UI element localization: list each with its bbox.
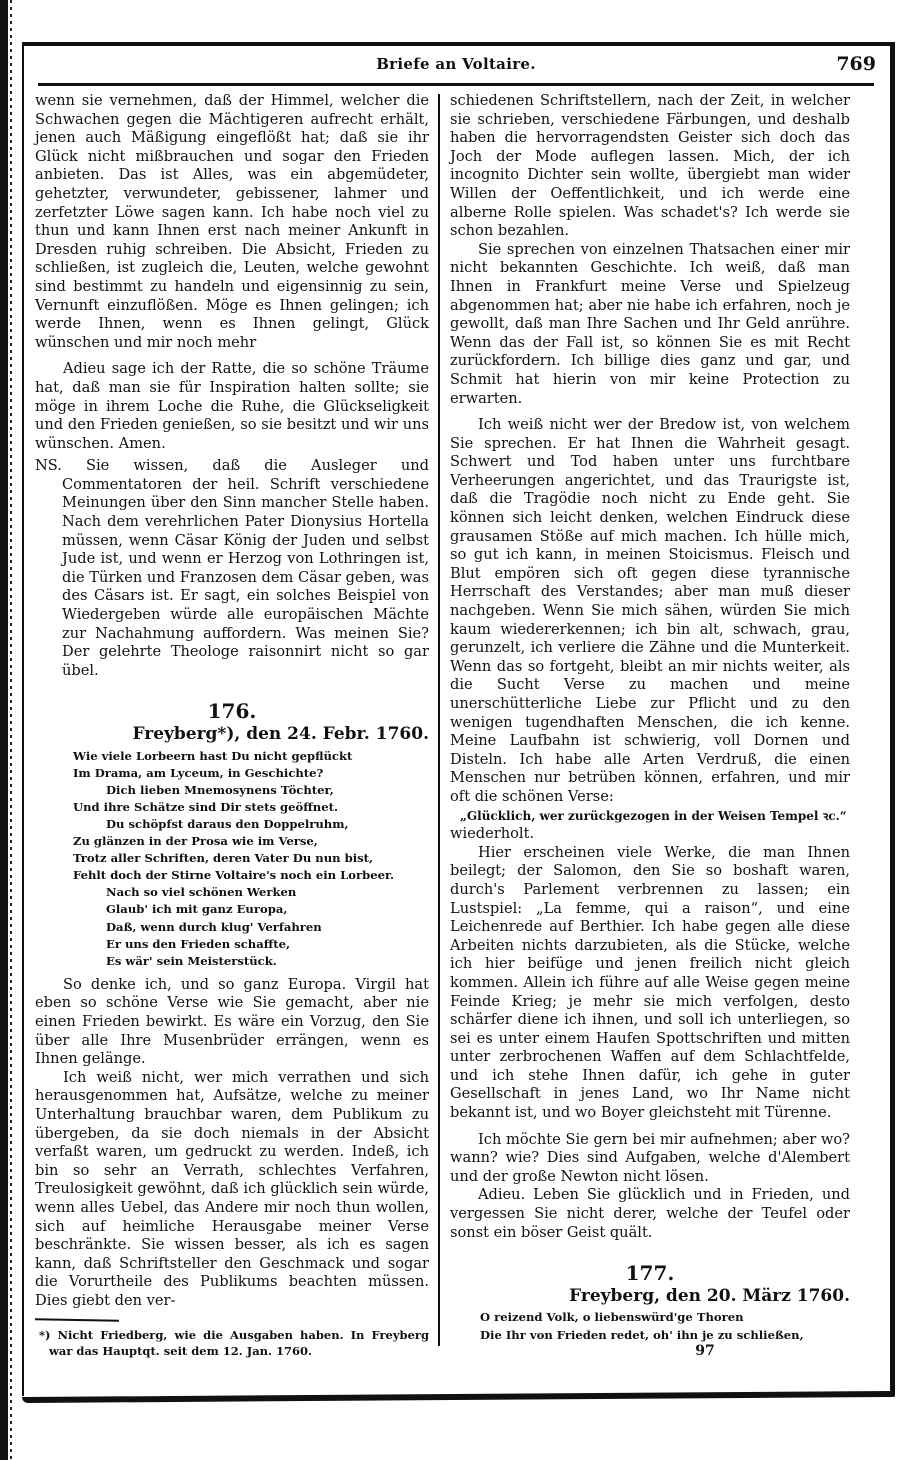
letter-number: 176. — [207, 699, 257, 724]
letter-dateline: Freyberg*), den 24. Febr. 1760. — [132, 724, 429, 744]
footnote-rule — [35, 1318, 119, 1321]
poem-line: Er uns den Frieden schaffte, — [106, 936, 291, 951]
paragraph: Ich weiß nicht, wer mich verrathen und sich herausgenommen hat, Aufsätze, welche zu meiner Unterhaltung brauchbar waren, dem Publikum zu übergeben, da sie doch niemals in der Absicht verfaßt waren, um gedruckt zu werden. Indeß, ich bin so sehr an Verrath, schlechtes Verfahren, Treulosigkeit gewöhnt, daß ich glücklich sein würde, wenn alles Uebel, das Andere mir noch thun wollen, sich auf heimliche Herausgabe meiner Verse beschränkte. Sie wissen besser, als ich es sagen kann, daß Schriftsteller den Geschmack und sogar die Vorurtheile des Publikums beachten müssen. Dies giebt den ver- — [35, 1068, 429, 1309]
letter-number: 177. — [625, 1261, 675, 1286]
poem-line: Fehlt doch der Stirne Voltaire's noch ein Lorbeer. — [73, 868, 395, 883]
paragraph: wenn sie vernehmen, daß der Himmel, welcher die Schwachen gegen die Mächtigeren aufrecht erhält, jenen auch Mäßigung eingeflößt hat; daß sie ihr Glück nicht mißbrauchen und sogar den Frieden anbieten. Das ist Alles, was ein abgemüdeter, gehetzter, verwundeter, gebissener, lahmer und zerfetzter Löwe sagen kann. Ich habe noch viel zu thun und kann Ihnen erst nach meiner Ankunft in Dresden ruhig schreiben. Die Absicht, Frieden zu schließen, ist zugleich die, Leuten, welche gewohnt sind bestimmt zu handeln und eigensinnig zu sein, Vernunft einzuflößen. Möge es Ihnen gelingen; ich werde Ihnen, wenn es Ihnen gelingt, Glück wünschen und mir noch mehr — [35, 92, 429, 351]
poem-line: Trotz aller Schriften, deren Vater Du nun bist, — [73, 851, 374, 866]
scan-edge-shadow — [10, 0, 12, 1460]
postscript: NS. Sie wissen, daß die Ausleger und Commentatoren der heil. Schrift verschiedene Meinungen über den Sinn mancher Stelle haben. Nach dem verehrlichen Pater Dionysius Hortella müssen, wenn Cäsar König der Juden und selbst Jude ist, und wenn er Herzog von Lothringen ist, die Türken und Franzosen dem Cäsar geben, was des Cäsars ist. Er sagt, ein solches Beispiel von Wiedergeben würde alle europäischen Mächte zur Nachahmung auffordern. Was meinen Sie? Der gelehrte Theologe raisonnirt nicht so gar übel. — [35, 457, 429, 679]
poem — [480, 1309, 850, 1343]
letter-dateline: Freyberg, den 20. März 1760. — [569, 1285, 850, 1306]
running-title: Briefe an Voltaire. — [376, 55, 536, 73]
scan-edge — [0, 0, 8, 1460]
poem-line: Im Drama, am Lyceum, in Geschichte? — [73, 765, 324, 780]
poem-line: Und ihre Schätze sind Dir stets geöffnet. — [73, 799, 338, 814]
paragraph: schiedenen Schriftstellern, nach der Zeit, in welcher sie schrieben, verschiedene Färbungen, und deshalb haben die hervorragendsten Geister sich doch das Joch der Mode auflegen lassen. Mich, der ich incognito Dichter sein wollte, übergiebt man wider Willen der Oeffentlichkeit, und ich werde eine alberne Rolle spielen. Was schadet's? Ich werde sie schon bezahlen. — [450, 92, 850, 240]
poem — [73, 748, 429, 970]
left-column — [35, 92, 429, 1359]
paragraph: Hier erscheinen viele Werke, die man Ihnen beilegt; der Salomon, den Sie so boshaft waren, durch's Parlement verbrennen zu lassen; ein Lustspiel: „La femme, qui a raison“, und eine Leichenrede auf Berthier. Ich habe gegen alle diese Arbeiten nichts darzubieten, als die Stücke, welche ich hier beifüge und jenen freilich nicht gleich kommen. Allein ich führe auf alle Weise gegen meine Feinde Krieg; je mehr sie mich verfolgen, desto schärfer diene ich ihnen, und soll ich unterliegen, so sei es unter einem Haufen Spottschriften und mitten unter zerbrochenen Waffen auf dem Schlachtfelde, und ich stehe Ihnen dafür, ich gehe in guter Gesellschaft in jenes Land, wo Ihr Name nicht bekannt ist, und wo Boyer gleichsteht mit Türenne. — [450, 843, 850, 1122]
right-column — [450, 92, 850, 1358]
paragraph-continuation: wiederholt. — [450, 825, 535, 843]
column-divider — [438, 94, 440, 1346]
poem-line: Zu glänzen in der Prosa wie im Verse, — [73, 834, 318, 849]
paragraph: Adieu. Leben Sie glücklich und in Frieden, und vergessen Sie nicht derer, welche der Teufel oder sonst ein böser Geist quält. — [450, 1186, 850, 1241]
poem-line: Daß, wenn durch klug' Verfahren — [106, 919, 322, 934]
paragraph: Sie sprechen von einzelnen Thatsachen einer mir nicht bekannten Geschichte. Ich weiß, daß man Ihnen in Frankfurt meine Verse und Spielzeug abgenommen hat; aber nie habe ich erfahren, noch je gewollt, daß man Ihre Sachen und Ihr Geld anrühre. Wenn das der Fall ist, so können Sie es mit Recht zurückfordern. Ich billige dies ganz und gar, und Schmit hat hierin von mir keine Protection zu erwarten. — [450, 240, 850, 407]
poem-line: Die Ihr von Frieden redet, oh' ihn je zu schließen, — [480, 1327, 804, 1342]
poem-line: Du schöpfst daraus den Doppelruhm, — [106, 816, 349, 831]
poem-line: Glaub' ich mit ganz Europa, — [106, 902, 288, 917]
header-rule — [38, 83, 874, 86]
page-number: 769 — [836, 53, 876, 75]
poem-line: Wie viele Lorbeern hast Du nicht gepflückt — [73, 748, 353, 763]
quotation: „Glücklich, wer zurückgezogen in der Weisen Tempel ꝛc.“ — [460, 808, 847, 823]
paragraph: So denke ich, und so ganz Europa. Virgil hat eben so schöne Verse wie Sie gemacht, aber nie einen Frieden bewirkt. Es wäre ein Vorzug, den Sie über alle Ihre Musenbrüder errängen, wenn es Ihnen gelänge. — [35, 975, 429, 1068]
running-header — [36, 52, 876, 76]
paragraph: Ich weiß nicht wer der Bredow ist, von welchem Sie sprechen. Er hat Ihnen die Wahrheit gesagt. Schwert und Tod haben unter uns furchtbare Verheerungen angerichtet, und das Traurigste ist, daß die Tragödie noch nicht zu Ende geht. Sie können sich leicht denken, welchen Eindruck diese grausamen Stöße auf mich machen. Ich hülle mich, so gut ich kann, in meinen Stoicismus. Fleisch und Blut empören sich oft gegen diese tyrannische Herrschaft des Verstandes; aber man muß dieser nachgeben. Wenn Sie mich sähen, würden Sie mich kaum wiedererkennen; ich bin alt, schwach, grau, gerunzelt, ich verliere die Zähne und die Munterkeit. Wenn das so fortgeht, bleibt an mir nichts weiter, als die Sucht Verse zu machen und meine unerschütterliche Liebe zur Pflicht und zu den wenigen tugendhaften Menschen, die ich kenne. Meine Laufbahn ist schwierig, voll Dornen und Disteln. Ich habe alle Arten Verdruß, die einen Menschen nur betrüben können, erfahren, und mir oft die schönen Verse: — [450, 416, 850, 805]
poem-line: Es wär' sein Meisterstück. — [106, 953, 277, 968]
footnote: *) Nicht Friedberg, wie die Ausgaben haben. In Freyberg war das Hauptqt. seit dem 12. Jan. 1760. — [39, 1327, 429, 1358]
paragraph: Adieu sage ich der Ratte, die so schöne Träume hat, daß man sie für Inspiration halten sollte; sie möge in ihrem Loche die Ruhe, die Glückseligkeit und den Frieden genießen, so sie besitzt und wir uns wünschen. Amen. — [35, 360, 429, 452]
paragraph: Ich möchte Sie gern bei mir aufnehmen; aber wo? wann? wie? Dies sind Aufgaben, welche d'Alembert und der große Newton nicht lösen. — [450, 1130, 850, 1185]
poem-line: O reizend Volk, o liebenswürd'ge Thoren — [480, 1310, 744, 1325]
poem-line: Dich lieben Mnemosynens Töchter, — [106, 782, 334, 797]
signature-mark: 97 — [695, 1342, 715, 1359]
poem-line: Nach so viel schönen Werken — [106, 885, 297, 900]
